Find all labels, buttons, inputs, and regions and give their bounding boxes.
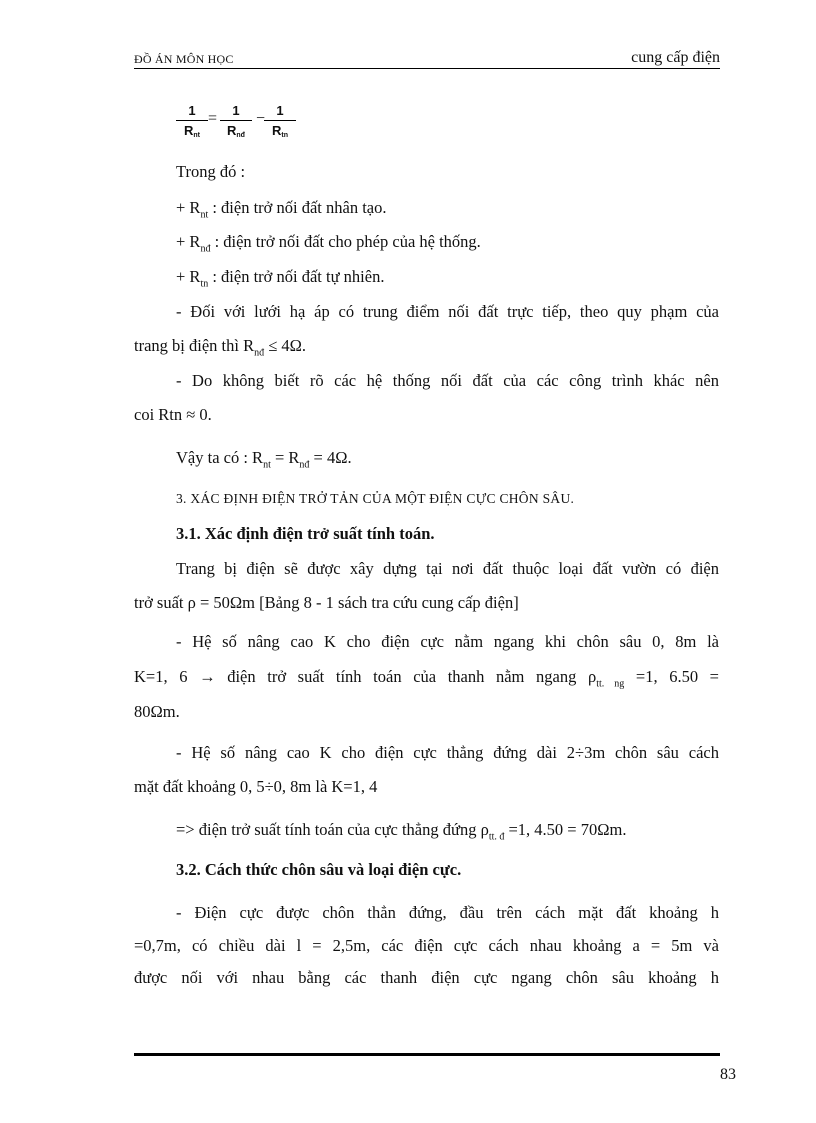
text-line: => điện trở suất tính toán của cực thẳng đứng $\rho_{tt. đ} =1$, 4.50 = 70Ωm. xyxy=(176,820,627,843)
fraction-rnt: 1 $R_{nt}$ xyxy=(176,102,208,138)
text-line: coi Rtn ≈ 0. xyxy=(134,405,212,424)
fraction-rnd: 1 $R_{nđ}$ xyxy=(220,102,252,138)
text-line: trở suất ρ = 50Ωm [Bảng 8 - 1 sách tra cứu cung cấp điện] xyxy=(134,593,519,612)
text-line: Trong đó : xyxy=(176,162,246,181)
header-rule xyxy=(134,68,720,69)
equals-sign: = xyxy=(208,110,218,127)
subsection-heading: 3.1. Xác định điện trở suất tính toán. xyxy=(176,524,435,543)
header-title: ĐỒ ÁN MÔN HỌC xyxy=(134,52,234,66)
text-line: K=1, 6 → điện trở suất tính toán của thanh nằm ngang $\rho_{tt. ng} =1$, 6.50 = xyxy=(134,667,719,690)
text-line: - Hệ số nâng cao K cho điện cực thẳng đứng dài 2÷3m chôn sâu cách xyxy=(176,743,719,762)
minus-sign: − xyxy=(256,110,266,127)
text-line: - Do không biết rõ các hệ thống nối đất của các công trình khác nên xyxy=(176,371,719,390)
text-line: được nối với nhau bằng các thanh điện cực ngang chôn sâu khoảng h xyxy=(134,968,719,987)
text-line: 80Ωm. xyxy=(134,702,180,721)
fraction-rtn: 1 $R_{tn}$ xyxy=(264,102,296,138)
text-line: =0,7m, có chiều dài l = 2,5m, các điện cực cách nhau khoảng a = 5m và xyxy=(134,936,719,955)
footer-rule xyxy=(134,1053,720,1056)
header-subject: cung cấp điện xyxy=(631,49,720,66)
page-number: 83 xyxy=(720,1066,736,1083)
text-line: - Điện cực được chôn thẳn đứng, đầu trên cách mặt đất khoảng h xyxy=(176,903,719,922)
text-line: Vậy ta có : $R_{nt} = R_{nđ} = 4\Omega$. xyxy=(176,448,352,471)
text-line: - Hệ số nâng cao K cho điện cực nằm ngang khi chôn sâu 0, 8m là xyxy=(176,632,719,651)
text-line: + $R_{nt}$ : điện trở nối đất nhân tạo. xyxy=(176,198,387,221)
text-line: Trang bị điện sẽ được xây dựng tại nơi đất thuộc loại đất vườn có điện xyxy=(176,559,719,578)
section-heading: 3. XÁC ĐỊNH ĐIỆN TRỞ TẢN CỦA MỘT ĐIỆN CỰC CHÔN SÂU. xyxy=(176,491,575,506)
text-line: + $R_{nđ}$ : điện trở nối đất cho phép của hệ thống. xyxy=(176,232,481,255)
text-line: - Đối với lưới hạ áp có trung điểm nối đất trực tiếp, theo quy phạm của xyxy=(176,302,719,321)
text-line: mặt đất khoảng 0, 5÷0, 8m là K=1, 4 xyxy=(134,777,378,796)
subsection-heading: 3.2. Cách thức chôn sâu và loại điện cực. xyxy=(176,860,462,879)
text-line: + $R_{tn}$ : điện trở nối đất tự nhiên. xyxy=(176,267,385,290)
text-line: trang bị điện thì $R_{nđ} \le 4\Omega$. xyxy=(134,336,307,359)
